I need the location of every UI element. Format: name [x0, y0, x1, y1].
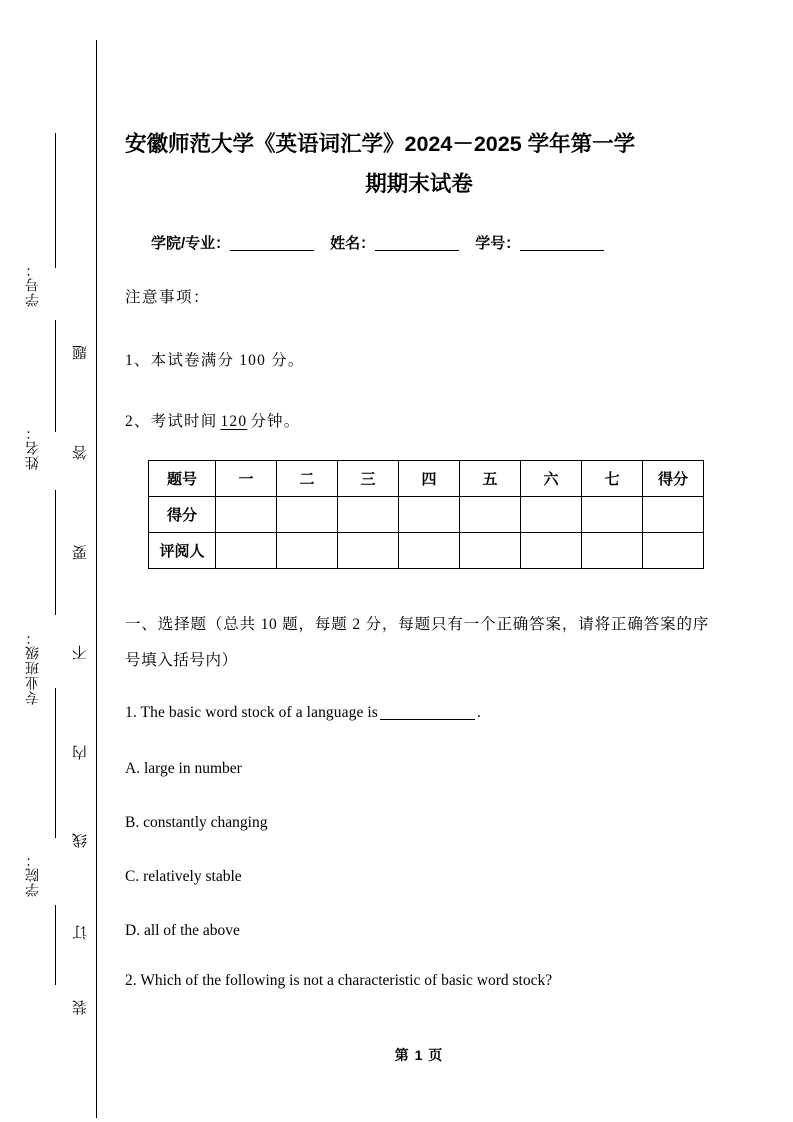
- binding-notice-char: 装: [73, 1000, 89, 1015]
- binding-notice-char: 不: [73, 645, 89, 660]
- binding-divider-segment: [55, 688, 56, 838]
- binding-label-class: 专业班级：: [26, 630, 41, 705]
- score-cell[interactable]: [582, 497, 643, 533]
- table-header-cell: 题号: [149, 461, 216, 497]
- binding-divider-segment: [55, 490, 56, 615]
- binding-notice-char: 内: [73, 745, 89, 760]
- binding-notice-char: 线: [73, 833, 89, 848]
- score-cell[interactable]: [643, 497, 704, 533]
- binding-margin: [0, 0, 120, 1122]
- reviewer-cell[interactable]: [216, 533, 277, 569]
- score-cell[interactable]: [277, 497, 338, 533]
- reviewer-cell[interactable]: [277, 533, 338, 569]
- score-cell[interactable]: [460, 497, 521, 533]
- reviewer-cell[interactable]: [521, 533, 582, 569]
- table-header-cell: 七: [582, 461, 643, 497]
- table-row: [149, 533, 704, 569]
- table-header-cell: 二: [277, 461, 338, 497]
- exam-duration-value: 120: [220, 413, 248, 430]
- table-row-label-reviewer: 评阅人: [149, 533, 216, 569]
- note-item-2: [125, 409, 300, 431]
- name-blank[interactable]: [375, 250, 459, 251]
- college-major-label: 学院/专业：: [151, 235, 231, 252]
- score-cell[interactable]: [216, 497, 277, 533]
- binding-notice-char: 题: [73, 345, 89, 360]
- table-row-label-score: 得分: [149, 497, 216, 533]
- reviewer-cell[interactable]: [643, 533, 704, 569]
- binding-label-college: 学院：: [26, 852, 41, 897]
- note-item-1: 1、本试卷满分 100 分。: [125, 352, 305, 369]
- table-header-cell: 四: [399, 461, 460, 497]
- question-1: [125, 704, 481, 722]
- binding-divider-segment: [55, 133, 56, 268]
- binding-divider-segment: [55, 320, 56, 432]
- section-heading-multiple-choice: 一、选择题（总共 10 题，每题 2 分，每题只有一个正确答案，请将正确答案的序号填入括号内）: [125, 616, 709, 669]
- page-title-line-1: 安徽师范大学《英语词汇学》2024－2025 学年第一学: [125, 132, 636, 156]
- question-1-option-d[interactable]: D. all of the above: [125, 922, 240, 939]
- score-cell[interactable]: [521, 497, 582, 533]
- college-major-blank[interactable]: [230, 250, 314, 251]
- student-id-blank[interactable]: [520, 250, 604, 251]
- score-cell[interactable]: [399, 497, 460, 533]
- question-1-answer-blank[interactable]: [380, 719, 475, 720]
- table-header-cell: 一: [216, 461, 277, 497]
- question-1-text: 1. The basic word stock of a language is: [125, 704, 378, 721]
- binding-notice-char: 答: [73, 445, 89, 460]
- note-2-prefix: 2、考试时间: [125, 413, 218, 430]
- table-header-cell: 得分: [643, 461, 704, 497]
- binding-label-name: 姓名：: [26, 425, 41, 470]
- name-label: 姓名：: [330, 235, 376, 252]
- note-2-suffix: 分钟。: [250, 413, 301, 430]
- page-title-line-2: 期期末试卷: [365, 172, 473, 196]
- reviewer-cell[interactable]: [399, 533, 460, 569]
- question-1-option-c[interactable]: C. relatively stable: [125, 868, 242, 885]
- binding-notice-char: 要: [73, 545, 89, 560]
- table-row-header: [149, 461, 704, 497]
- notes-heading: 注意事项：: [125, 289, 211, 306]
- table-header-cell: 六: [521, 461, 582, 497]
- table-header-cell: 三: [338, 461, 399, 497]
- reviewer-cell[interactable]: [582, 533, 643, 569]
- table-header-cell: 五: [460, 461, 521, 497]
- question-1-tail: .: [476, 704, 481, 721]
- binding-divider-segment: [55, 905, 56, 985]
- binding-vertical-line: [96, 40, 97, 1118]
- page-title: [125, 124, 713, 204]
- student-info-line: [151, 232, 721, 253]
- reviewer-cell[interactable]: [460, 533, 521, 569]
- question-1-option-b[interactable]: B. constantly changing: [125, 814, 268, 831]
- score-table: [148, 460, 704, 569]
- student-id-label: 学号：: [475, 235, 521, 252]
- score-cell[interactable]: [338, 497, 399, 533]
- binding-label-student-id: 学号：: [26, 262, 41, 307]
- question-2: 2. Which of the following is not a characteristic of basic word stock?: [125, 972, 553, 989]
- reviewer-cell[interactable]: [338, 533, 399, 569]
- binding-notice-char: 订: [73, 925, 89, 940]
- question-1-option-a[interactable]: A. large in number: [125, 760, 242, 777]
- exam-paper-body: [125, 0, 725, 1122]
- table-row: [149, 497, 704, 533]
- page-footer: 第 1 页: [394, 1047, 444, 1063]
